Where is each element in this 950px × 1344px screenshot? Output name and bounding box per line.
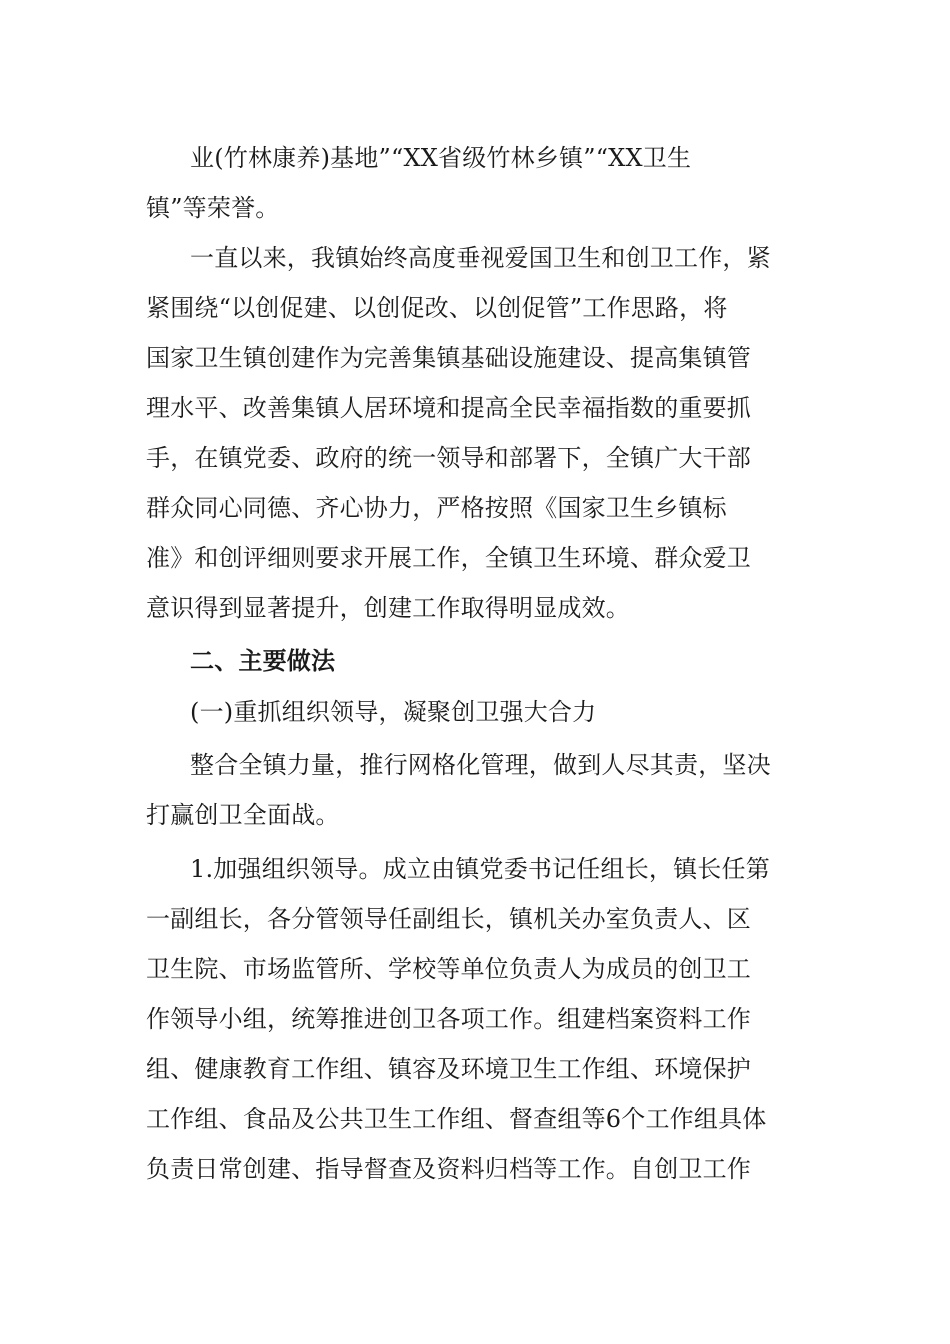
text-line-9: 准》和创评细则要求开展工作，全镇卫生环境、群众爱卫 — [146, 544, 751, 572]
text-line-4: 紧围绕“以创促建、以创促改、以创促管”工作思路，将 — [146, 294, 728, 322]
text-line-16: 一副组长，各分管领导任副组长，镇机关办室负责人、区 — [146, 905, 751, 933]
text-line-20: 工作组、食品及公共卫生工作组、督查组等6个工作组具体 — [146, 1105, 767, 1133]
subsection-heading: (一)重抓组织领导，凝聚创卫强大合力 — [190, 698, 597, 726]
text-line-1: 业(竹林康养)基地”“XX省级竹林乡镇”“XX卫生 — [190, 144, 692, 172]
text-line-21: 负责日常创建、指导督查及资料归档等工作。自创卫工作 — [146, 1155, 751, 1183]
text-line-7: 手，在镇党委、政府的统一领导和部署下，全镇广大干部 — [146, 444, 751, 472]
text-line-14: 打赢创卫全面战。 — [146, 801, 340, 829]
text-line-15: 1.加强组织领导。成立由镇党委书记任组长，镇长任第 — [190, 855, 770, 883]
text-line-18: 作领导小组，统筹推进创卫各项工作。组建档案资料工作 — [146, 1005, 751, 1033]
text-line-10: 意识得到显著提升，创建工作取得明显成效。 — [146, 594, 630, 622]
text-line-17: 卫生院、市场监管所、学校等单位负责人为成员的创卫工 — [146, 955, 751, 983]
text-line-19: 组、健康教育工作组、镇容及环境卫生工作组、环境保护 — [146, 1055, 751, 1083]
section-heading: 二、主要做法 — [190, 647, 336, 675]
text-line-8: 群众同心同德、齐心协力，严格按照《国家卫生乡镇标 — [146, 494, 727, 522]
text-line-6: 理水平、改善集镇人居环境和提高全民幸福指数的重要抓 — [146, 394, 751, 422]
text-line-5: 国家卫生镇创建作为完善集镇基础设施建设、提高集镇管 — [146, 344, 751, 372]
text-line-3: 一直以来，我镇始终高度垂视爱国卫生和创卫工作，紧 — [190, 244, 771, 272]
text-line-13: 整合全镇力量，推行网格化管理，做到人尽其责，坚决 — [190, 751, 771, 779]
text-line-2: 镇”等荣誉。 — [146, 194, 280, 222]
